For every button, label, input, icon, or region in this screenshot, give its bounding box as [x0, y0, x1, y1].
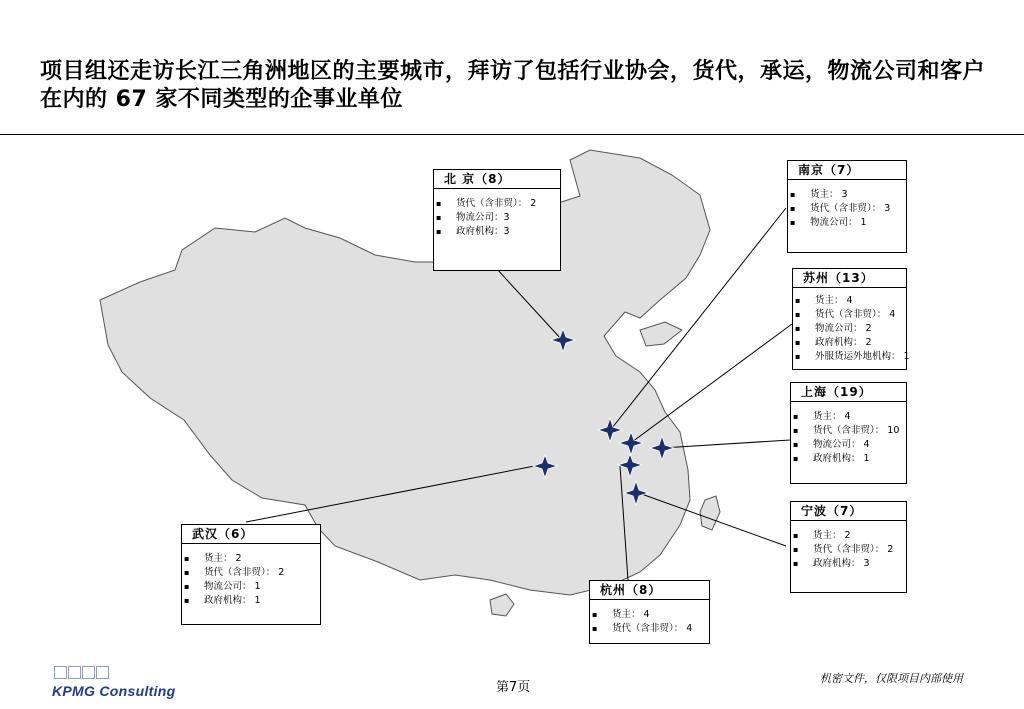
logo-text: KPMG Consulting — [52, 683, 176, 699]
taiwan-shape — [700, 496, 720, 530]
city-box-item: ▪ 货代（含非贸）： 4 — [590, 622, 709, 636]
city-box-ningbo — [790, 501, 907, 593]
city-box-suzhou — [792, 268, 910, 370]
city-box-item: ▪ 政府机构：3 — [434, 225, 560, 239]
city-box-beijing — [433, 169, 561, 271]
city-box-item: ▪ 物流公司： 4 — [791, 438, 906, 452]
logo-squares — [54, 664, 176, 683]
city-box-item: ▪ 货主： 4 — [791, 410, 906, 424]
city-box-item: ▪ 物流公司： 2 — [793, 322, 906, 336]
city-box-item: ▪ 货代（含非贸）： 2 — [434, 197, 560, 211]
city-box-item: ▪ 物流公司： 1 — [182, 580, 320, 594]
city-box-list — [590, 600, 709, 636]
city-box-header: 苏州（13） — [793, 269, 906, 288]
city-box-item: ▪ 政府机构： 2 — [793, 336, 906, 350]
city-box-item: ▪ 物流公司： 1 — [788, 216, 906, 230]
city-box-list — [434, 189, 560, 239]
city-box-item: ▪ 政府机构： 3 — [791, 557, 906, 571]
city-box-header: 武汉（6） — [182, 525, 320, 544]
city-box-list — [791, 402, 906, 466]
city-box-list — [182, 544, 320, 608]
city-box-header: 北 京（8） — [434, 170, 560, 189]
hainan-shape — [490, 594, 514, 616]
city-box-item: ▪ 政府机构： 1 — [791, 452, 906, 466]
confidential-note: 机密文件，仅限项目内部使用 — [820, 672, 963, 685]
city-box-list — [793, 288, 910, 364]
kpmg-logo — [52, 664, 176, 699]
slide-title: 项目组还走访长江三角洲地区的主要城市，拜访了包括行业协会，货代，承运，物流公司和客户在内的 67 家不同类型的企事业单位 — [40, 59, 986, 112]
city-box-wuhan — [181, 524, 321, 625]
shandong-peninsula-shape — [640, 322, 682, 346]
city-box-item: ▪ 物流公司：3 — [434, 211, 560, 225]
city-box-hangzhou — [589, 580, 710, 644]
city-box-item: ▪ 货主： 4 — [590, 608, 709, 622]
page-number: 第7页 — [496, 680, 531, 695]
city-box-header: 南京（7） — [788, 161, 906, 180]
city-box-item: ▪ 货主： 2 — [182, 552, 320, 566]
city-box-header: 上海（19） — [791, 383, 906, 402]
city-box-header: 宁波（7） — [791, 502, 906, 521]
city-box-header: 杭州（8） — [590, 581, 709, 600]
city-box-item: ▪ 外服货运外地机构： 1 — [793, 350, 906, 364]
city-box-item: ▪ 货代（含非贸）： 10 — [791, 424, 906, 438]
city-box-list — [788, 180, 906, 230]
city-box-nanjing — [787, 160, 907, 253]
city-box-item: ▪ 货代（含非贸）： 3 — [788, 202, 906, 216]
city-box-item: ▪ 货主： 2 — [791, 529, 906, 543]
city-box-item: ▪ 货主： 3 — [788, 188, 906, 202]
city-box-item: ▪ 货代（含非贸）： 2 — [791, 543, 906, 557]
city-box-shanghai — [790, 382, 907, 484]
city-box-item: ▪ 货主： 4 — [793, 294, 906, 308]
city-box-item: ▪ 货代（含非贸）： 4 — [793, 308, 906, 322]
city-box-item: ▪ 政府机构： 1 — [182, 594, 320, 608]
city-box-item: ▪ 货代（含非贸）： 2 — [182, 566, 320, 580]
city-box-list — [791, 521, 906, 571]
